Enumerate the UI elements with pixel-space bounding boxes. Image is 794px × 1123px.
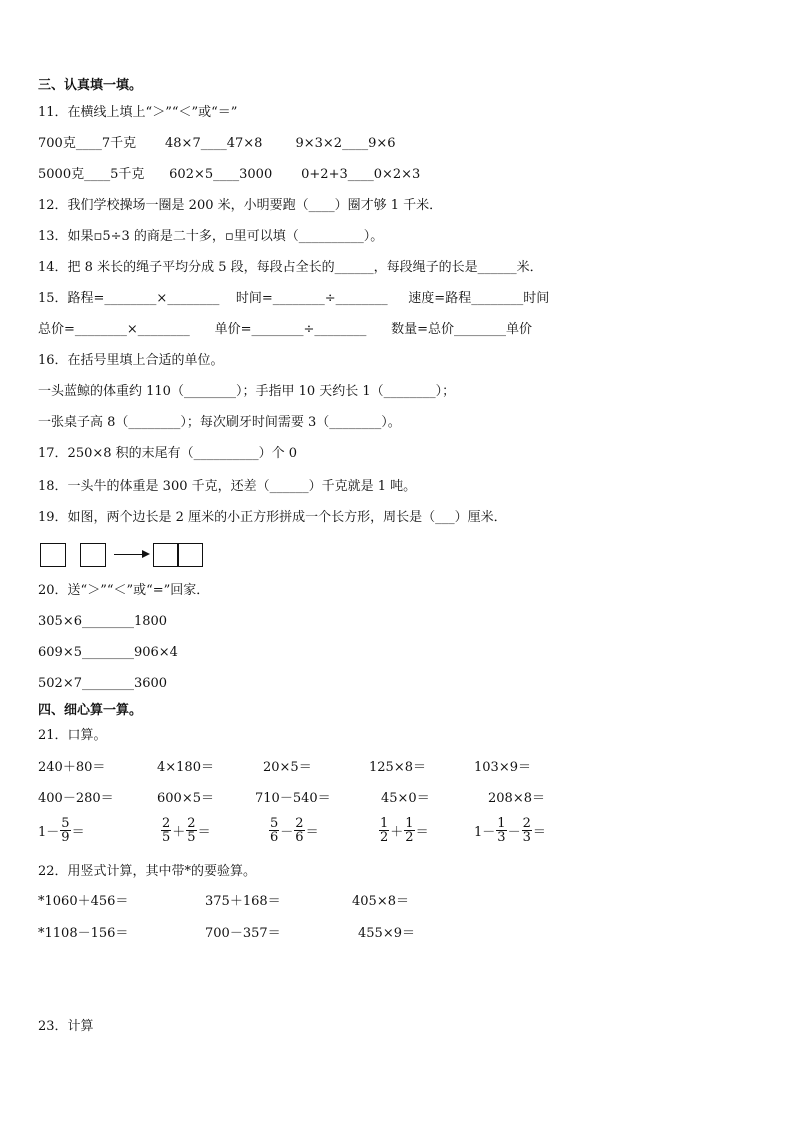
fraction: [186, 817, 196, 844]
rectangle-right-square: [177, 543, 203, 567]
question-20: 20．送“＞”“＜”或“=”回家．: [38, 583, 210, 598]
question-17: 17．250×8 积的末尾有（__________）个 0: [38, 446, 298, 461]
oral-item: 240＋80＝: [38, 760, 106, 775]
fraction-expression: [474, 817, 546, 844]
fraction: [60, 817, 70, 844]
denominator: 6: [295, 830, 304, 845]
small-square-2: [80, 543, 106, 567]
question-18: 18．一头牛的体重是 300 千克，还差（______）千克就是 1 吨。: [38, 479, 417, 494]
equals-sign: ＝: [305, 825, 319, 840]
question-20-row-1: 305×6________1800: [38, 614, 168, 629]
question-16-row-2: 一张桌子高 8（________）；每次刷牙时间需要 3（________）。: [38, 415, 401, 430]
arrow-icon: [142, 550, 150, 558]
question-20-row-2: 609×5________906×4: [38, 645, 178, 660]
question-16: 16．在括号里填上合适的单位。: [38, 353, 224, 368]
question-23: 23．计算: [38, 1019, 94, 1034]
question-11-row-2: 5000克____5千克 602×5____3000 0+2+3____0×2×3: [38, 167, 421, 182]
oral-item: 208×8＝: [488, 791, 545, 806]
fraction: [269, 817, 279, 844]
question-11-row-1: 700克____7千克 48×7____47×8 9×3×2____9×6: [38, 136, 396, 151]
operand-text: 1－: [38, 825, 60, 840]
question-19: 19．如图，两个边长是 2 厘米的小正方形拼成一个长方形，周长是（___）厘米．: [38, 510, 507, 525]
vertical-item: 405×8＝: [352, 894, 409, 909]
section-heading-3: 三、认真填一填。: [38, 78, 143, 93]
numerator: 5: [61, 816, 70, 831]
numerator: 5: [270, 816, 279, 831]
oral-item: 20×5＝: [263, 760, 312, 775]
vertical-item: *1108－156＝: [38, 926, 129, 941]
small-square-1: [40, 543, 66, 567]
vertical-item: 455×9＝: [358, 926, 415, 941]
rectangle-left-square: [153, 543, 179, 567]
fraction-expression: [160, 817, 211, 844]
numerator: 2: [295, 816, 304, 831]
operand-text: 1－: [474, 825, 496, 840]
vertical-item: 375＋168＝: [205, 894, 281, 909]
numerator: 1: [497, 816, 506, 831]
equals-sign: ＝: [197, 825, 211, 840]
numerator: 1: [405, 816, 414, 831]
oral-item: 600×5＝: [157, 791, 214, 806]
vertical-item: *1060＋456＝: [38, 894, 129, 909]
question-14: 14．把 8 米长的绳子平均分成 5 段，每段占全长的______，每段绳子的长是______米．: [38, 260, 543, 275]
fraction-expression: [378, 817, 429, 844]
operator: －: [507, 825, 521, 840]
fraction: [379, 817, 389, 844]
fraction: [294, 817, 304, 844]
fraction: [496, 817, 506, 844]
question-22: 22．用竖式计算，其中带*的要验算。: [38, 864, 257, 879]
numerator: 1: [380, 816, 389, 831]
fraction: [404, 817, 414, 844]
fraction-expression: [268, 817, 319, 844]
numerator: 2: [187, 816, 196, 831]
question-15-row-2: 总价=________×________ 单价=________÷________ 数量=总价________单价: [38, 322, 533, 337]
oral-item: 710－540＝: [255, 791, 331, 806]
question-11: 11．在横线上填上“＞”“＜”或“＝”: [38, 105, 238, 120]
oral-item: 4×180＝: [157, 760, 214, 775]
oral-item: 400－280＝: [38, 791, 114, 806]
denominator: 9: [61, 830, 70, 845]
denominator: 3: [497, 830, 506, 845]
fraction: [161, 817, 171, 844]
numerator: 2: [522, 816, 531, 831]
denominator: 5: [162, 830, 171, 845]
denominator: 6: [270, 830, 279, 845]
question-15-row-1: 15．路程=________×________ 时间=________÷________ 速度=路程________时间: [38, 291, 550, 306]
section-heading-4: 四、细心算一算。: [38, 703, 143, 718]
operator: ＋: [390, 825, 404, 840]
denominator: 2: [405, 830, 414, 845]
question-12: 12．我们学校操场一圈是 200 米，小明要跑（____）圈才够 1 千米．: [38, 198, 443, 213]
denominator: 3: [522, 830, 531, 845]
question-21: 21．口算。: [38, 728, 107, 743]
arrow-line: [114, 554, 144, 555]
numerator: 2: [162, 816, 171, 831]
question-13: 13．如果▫5÷3 的商是二十多，▫里可以填（__________）。: [38, 229, 384, 244]
oral-item: 125×8＝: [369, 760, 426, 775]
operator: －: [280, 825, 294, 840]
fraction: [522, 817, 532, 844]
equals-sign: ＝: [71, 825, 85, 840]
denominator: 2: [380, 830, 389, 845]
operator: ＋: [172, 825, 186, 840]
fraction-expression: [38, 817, 85, 844]
oral-item: 103×9＝: [474, 760, 531, 775]
oral-item: 45×0＝: [381, 791, 430, 806]
denominator: 5: [187, 830, 196, 845]
question-20-row-3: 502×7________3600: [38, 676, 168, 691]
question-16-row-1: 一头蓝鲸的体重约 110（________）；手指甲 10 天约长 1（________）；: [38, 384, 456, 399]
equals-sign: ＝: [532, 825, 546, 840]
equals-sign: ＝: [415, 825, 429, 840]
vertical-item: 700－357＝: [205, 926, 281, 941]
